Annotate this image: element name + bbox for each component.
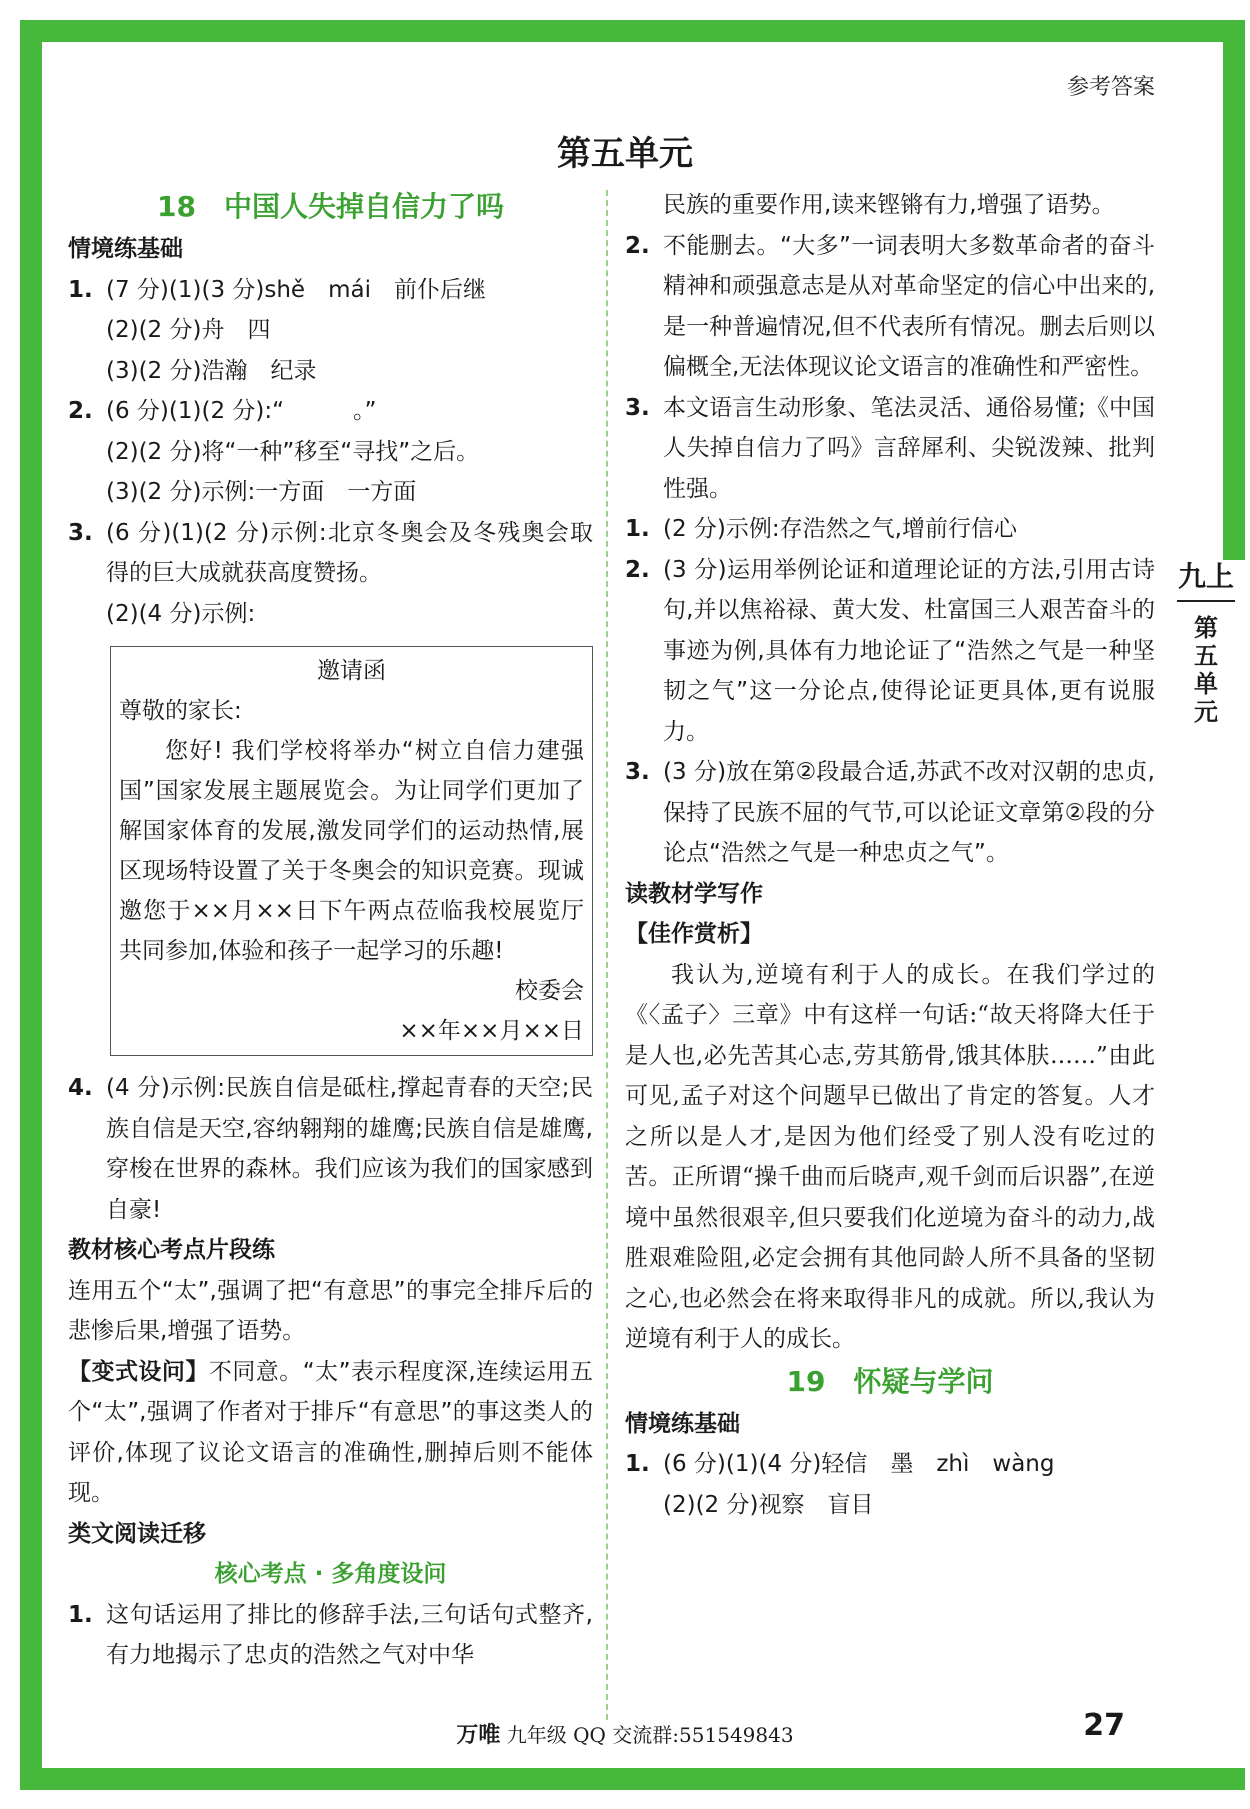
item-line: (2)(2 分)视察 盲目 <box>663 1491 874 1518</box>
answer-item <box>68 513 593 594</box>
essay-label: 【佳作赏析】 <box>625 921 763 947</box>
item-number: 1. <box>68 276 93 303</box>
sample-essay: 我认为,逆境有利于人的成长。在我们学过的《〈孟子〉三章》中有这样一句话:“故天将降大任于是人也,必先苦其心志,劳其筋骨,饿其体肤……”由此可见,孟子对这个问题早已做出了肯定的答复。人才之所以是人才,是因为他们经受了别人没有吃过的苦。正所谓“操千曲而后晓声,观千剑而后识器”,在逆境中虽然很艰辛,但只要我们化逆境为奋斗的动力,战胜艰难险阻,必定会拥有其他同龄人所不具备的坚韧之心,也必然会在将来取得非凡的成就。所以,我认为逆境有利于人的成长。 <box>625 961 1155 1352</box>
answer-item <box>625 226 1155 388</box>
answer-item <box>68 270 593 311</box>
page-number: 27 <box>1083 1708 1125 1743</box>
right-border-bar <box>1223 20 1245 560</box>
letter-signer: 校委会 <box>515 978 584 1004</box>
section-heading: 情境练基础 <box>68 236 183 262</box>
item-number: 3. <box>68 519 93 546</box>
variant-text: 不同意。“太”表示程度深,连续运用五个“太”,强调了作者对于排斥“有意思”的事这类人的评价,体现了议论文语言的准确性,删掉后则不能体现。 <box>68 1358 594 1506</box>
footer <box>0 1718 1250 1749</box>
left-border-bar <box>20 20 42 1790</box>
invitation-letter-box <box>110 646 593 1056</box>
answer-item <box>625 1444 1155 1485</box>
item-number: 1. <box>625 516 650 542</box>
item-text: 本文语言生动形象、笔法灵活、通俗易懂;《中国人失掉自信力了吗》言辞犀利、尖锐泼辣、批判性强。 <box>663 394 1155 502</box>
paragraph: 连用五个“太”,强调了把“有意思”的事完全排斥后的悲惨后果,增强了语势。 <box>68 1277 593 1344</box>
lesson-title-19: 19 怀疑与学问 <box>786 1364 994 1398</box>
item-line: (2)(2 分)舟 四 <box>106 317 271 343</box>
item-line: (3)(2 分)示例:一方面 一方面 <box>106 479 417 505</box>
top-border-bar <box>20 20 1245 42</box>
item-line: (2)(4 分)示例: <box>106 600 256 627</box>
answer-item <box>68 391 593 432</box>
letter-date: ××年××月××日 <box>399 1018 584 1044</box>
brand-logo: 万唯 <box>456 1723 501 1748</box>
answer-item <box>68 1595 593 1676</box>
grade-label: 九上 <box>1177 560 1235 602</box>
item-text: 这句话运用了排比的修辞手法,三句话句式整齐,有力地揭示了忠贞的浩然之气对中华 <box>106 1601 593 1668</box>
answer-item <box>625 388 1155 510</box>
paragraph <box>68 1352 593 1514</box>
column-divider <box>606 190 608 1720</box>
item-text: (6 分)(1)(2 分)示例:北京冬奥会及冬残奥会取得的巨大成就获高度赞扬。 <box>106 519 593 586</box>
section-heading: 情境练基础 <box>625 1410 740 1437</box>
letter-body: 您好! 我们学校将举办“树立自信力建强国”国家发展主题展览会。为让同学们更加了解国家体育的发展,激发同学们的运动热情,展区现场特设置了关于冬奥会的知识竞赛。现诚邀您于××月××日下午两点莅临我校展览厅共同参加,体验和孩子一起学习的乐趣! <box>119 738 584 964</box>
variant-label: 【变式设问】 <box>68 1358 209 1385</box>
item-number: 2. <box>625 556 650 583</box>
lesson-title-18: 18 中国人失掉自信力了吗 <box>157 190 504 223</box>
answer-item <box>625 752 1155 874</box>
item-number: 2. <box>625 232 650 259</box>
answer-item <box>625 509 1155 550</box>
unit-title: 第五单元 <box>557 134 693 174</box>
footer-text: 九年级 QQ 交流群:551549843 <box>506 1723 794 1747</box>
bottom-border-bar <box>20 1768 1245 1790</box>
continued-text: 民族的重要作用,读来铿锵有力,增强了语势。 <box>663 192 1115 218</box>
section-heading: 教材核心考点片段练 <box>68 1237 275 1263</box>
item-text: (3 分)运用举例论证和道理论证的方法,引用古诗句,并以焦裕禄、黄大发、杜富国三人艰苦奋斗的事迹为例,具体有力地论证了“浩然之气是一种坚韧之气”这一分论点,使得论证更具体,更有说服力。 <box>663 556 1155 745</box>
item-text: (2 分)示例:存浩然之气,增前行信心 <box>663 516 1017 542</box>
side-unit-char: 五 <box>1194 642 1218 670</box>
item-text: 不能删去。“大多”一词表明大多数革命者的奋斗精神和顽强意志是从对革命坚定的信心中出来的,是一种普遍情况,但不代表所有情况。删去后则以偏概全,无法体现议论文语言的准确性和严密性。 <box>663 232 1155 380</box>
item-text: (6 分)(1)(4 分)轻信 墨 zhì wàng <box>663 1451 1055 1477</box>
section-heading: 读教材学写作 <box>625 880 763 907</box>
answer-item <box>68 1068 593 1230</box>
item-number: 4. <box>68 1075 93 1101</box>
side-unit-char: 第 <box>1194 614 1218 642</box>
side-unit-char: 单 <box>1194 670 1218 698</box>
item-number: 1. <box>625 1451 650 1477</box>
item-number: 3. <box>625 394 650 421</box>
section-heading: 类文阅读迁移 <box>68 1520 206 1547</box>
item-text: (3 分)放在第②段最合适,苏武不改对汉朝的忠贞,保持了民族不屈的气节,可以论证文章第②段的分论点“浩然之气是一种忠贞之气”。 <box>663 759 1155 866</box>
right-column <box>625 185 1155 1525</box>
item-line: (3)(2 分)浩瀚 纪录 <box>106 357 317 384</box>
item-line: (2)(2 分)将“一种”移至“寻找”之后。 <box>106 438 480 465</box>
item-text: (6 分)(1)(2 分):“ 。” <box>106 398 377 424</box>
item-text: (7 分)(1)(3 分)shě mái 前仆后继 <box>106 276 486 303</box>
item-number: 1. <box>68 1601 93 1628</box>
answer-item <box>625 550 1155 753</box>
left-column <box>68 185 593 1676</box>
letter-title: 邀请函 <box>317 658 386 684</box>
item-number: 2. <box>68 398 93 424</box>
sub-heading: 核心考点 · 多角度设问 <box>214 1561 447 1587</box>
item-number: 3. <box>625 759 650 785</box>
side-tab <box>1177 560 1235 726</box>
header-label: 参考答案 <box>1066 75 1155 100</box>
item-text: (4 分)示例:民族自信是砥柱,撑起青春的天空;民族自信是天空,容纳翱翔的雄鹰;民族自信是雄鹰,穿梭在世界的森林。我们应该为我们的国家感到自豪! <box>106 1075 593 1223</box>
letter-greeting: 尊敬的家长: <box>119 698 242 724</box>
side-unit-char: 元 <box>1194 698 1218 726</box>
